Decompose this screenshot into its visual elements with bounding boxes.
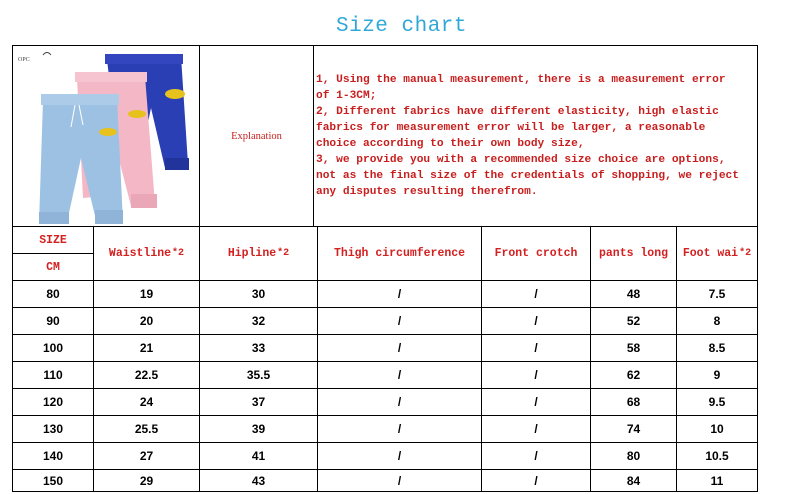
header-size: SIZE	[39, 233, 67, 247]
cell-size: 80	[46, 287, 60, 301]
cell-waist: 21	[139, 341, 154, 355]
cell-thigh: /	[397, 287, 402, 301]
header-hipline-label: Hipline	[227, 247, 277, 260]
cell-foot: 10.5	[705, 449, 729, 463]
cell-size: 100	[42, 341, 64, 355]
cell-size: 130	[42, 422, 64, 436]
cell-length: 58	[626, 341, 641, 355]
cell-size: 140	[42, 449, 64, 463]
cell-hip: 33	[251, 341, 266, 355]
cell-length: 48	[626, 287, 641, 301]
cell-foot: 9	[713, 368, 721, 382]
header-front-crotch: Front crotch	[494, 247, 578, 260]
cell-crotch: /	[534, 395, 538, 409]
header-foot-wai	[677, 227, 757, 280]
cell-crotch: /	[534, 473, 538, 488]
cell-hip: 41	[251, 449, 266, 463]
cell-foot: 9.5	[708, 395, 726, 409]
cell-size: 150	[42, 473, 64, 488]
cell-foot: 10	[710, 422, 724, 436]
cell-hip: 32	[251, 314, 266, 328]
header-waistline-sup: *2	[172, 248, 185, 259]
cell-size: 110	[43, 368, 63, 382]
cell-crotch: /	[534, 314, 538, 328]
cell-foot: 8.5	[708, 341, 726, 355]
cell-size: 90	[46, 314, 60, 328]
pants-blue-icon	[39, 94, 123, 224]
cell-hip: 39	[251, 422, 266, 436]
cell-waist: 24	[139, 395, 154, 409]
cell-length: 52	[626, 314, 641, 328]
cell-length: 84	[626, 473, 641, 488]
cell-waist: 22.5	[134, 368, 159, 382]
header-pants-long: pants long	[598, 247, 668, 260]
cell-length: 74	[626, 422, 641, 436]
cell-crotch: /	[534, 422, 538, 436]
header-waistline	[94, 227, 199, 280]
cell-foot: 7.5	[708, 287, 726, 301]
header-thigh: Thigh circumference	[333, 247, 466, 260]
explanation-label: Explanation	[231, 130, 282, 142]
cell-hip: 30	[251, 287, 266, 301]
cell-hip: 35.5	[246, 368, 271, 382]
cell-foot: 11	[710, 473, 724, 488]
cell-size: 120	[42, 395, 64, 409]
product-image	[13, 46, 198, 226]
cell-length: 68	[626, 395, 641, 409]
header-hipline-sup: *2	[277, 248, 290, 259]
cell-thigh: /	[397, 422, 402, 436]
header-cm: CM	[46, 260, 60, 274]
cell-waist: 20	[139, 314, 154, 328]
cell-crotch: /	[534, 287, 538, 301]
cell-thigh: /	[397, 314, 402, 328]
cell-length: 62	[626, 368, 641, 382]
cell-hip: 43	[251, 473, 266, 488]
cell-waist: 27	[139, 449, 154, 463]
logo-text: OPC	[18, 57, 30, 63]
cell-thigh: /	[397, 395, 402, 409]
header-waistline-label: Waistline	[108, 247, 172, 260]
cell-waist: 25.5	[134, 422, 159, 436]
cell-foot: 8	[713, 314, 721, 328]
header-hipline	[200, 227, 317, 280]
cell-thigh: /	[397, 449, 402, 463]
cell-waist: 29	[139, 473, 154, 488]
cell-thigh: /	[397, 368, 402, 382]
explanation-text: 1, Using the manual measurement, there is a measurement error of 1-3CM; 2, Different fabrics have different elasticity, high elastic fabrics for measurement error will be larger, a reasonable choice according to their own body size, 3, we provide you with a recommended size choice are options, not as the final size of the credentials of shopping, we reject any disputes resulting therefrom.	[316, 74, 739, 198]
cell-crotch: /	[534, 368, 538, 382]
cell-waist: 19	[139, 287, 154, 301]
header-foot-wai-label: Foot wai	[682, 247, 739, 260]
cell-length: 80	[626, 449, 641, 463]
cell-hip: 37	[251, 395, 266, 409]
cell-crotch: /	[534, 341, 538, 355]
size-chart-table	[12, 45, 758, 492]
header-foot-wai-sup: *2	[739, 248, 752, 259]
cell-crotch: /	[534, 449, 538, 463]
cell-thigh: /	[397, 473, 402, 488]
page-title: Size chart	[335, 15, 468, 38]
cell-thigh: /	[397, 341, 402, 355]
